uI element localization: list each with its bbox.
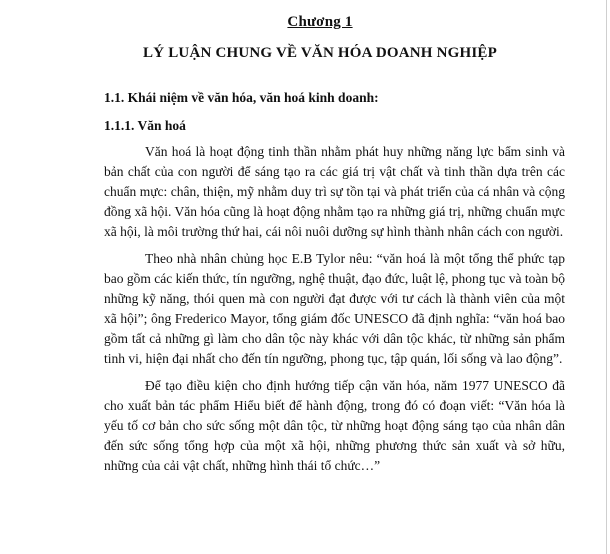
paragraph-culture-definition: Văn hoá là hoạt động tinh thần nhằm phát huy những năng lực bẩm sinh và bản chất của con người để sáng tạo ra các giá trị vật chất và tinh thần dựa trên các chuẩn mực: chân, thiện, mỹ nhằm duy trì sự tồn tại và phát triển của cá nhân và cộng đồng xã hội. Văn hóa cũng là hoạt động nhằm tạo ra những giá trị, những chuẩn mực xã hội, là môi trường thứ hai, cái nôi nuôi dưỡng sự hình thành nhân cách con người. [104,144,565,239]
paragraph-tylor-mayor: Theo nhà nhân chủng học E.B Tylor nêu: “văn hoá là một tổng thể phức tạp bao gồm các kiến thức, tín ngưỡng, nghệ thuật, đạo đức, luật lệ, phong tục và toàn bộ những kỹ năng, thói quen mà con người đạt được với tư cách là thành viên của một xã hội”; ông Frederico Mayor, tổng giám đốc UNESCO đã định nghĩa: “văn hoá bao gồm tất cả những gì làm cho dân tộc này khác với dân tộc khác, từ những sản phẩm tinh vi, hiện đại nhất cho đến tín ngưỡng, phong tục, tập quán, lối sống và lao động”. [104,251,565,366]
chapter-heading: Chương 1 [287,14,353,30]
paragraph-unesco-1977: Để tạo điều kiện cho định hướng tiếp cận văn hóa, năm 1977 UNESCO đã cho xuất bản tác phẩm Hiểu biết để hành động, trong đó có đoạn viết: “Văn hóa là yếu tố cơ bản cho sức sống một dân tộc, từ những hoạt động sáng tạo của nhân dân đến sức sống tổng hợp của một xã hội, những phương thức sản xuất và sở hữu, những của cải vật chất, những hình thái tổ chức…” [104,378,565,473]
page-edge-divider [606,0,607,554]
section-heading: 1.1. Khái niệm về văn hóa, văn hoá kinh doanh: [104,90,379,105]
subsection-heading: 1.1.1. Văn hoá [104,118,186,133]
chapter-title: LÝ LUẬN CHUNG VỀ VĂN HÓA DOANH NGHIỆP [143,45,497,61]
